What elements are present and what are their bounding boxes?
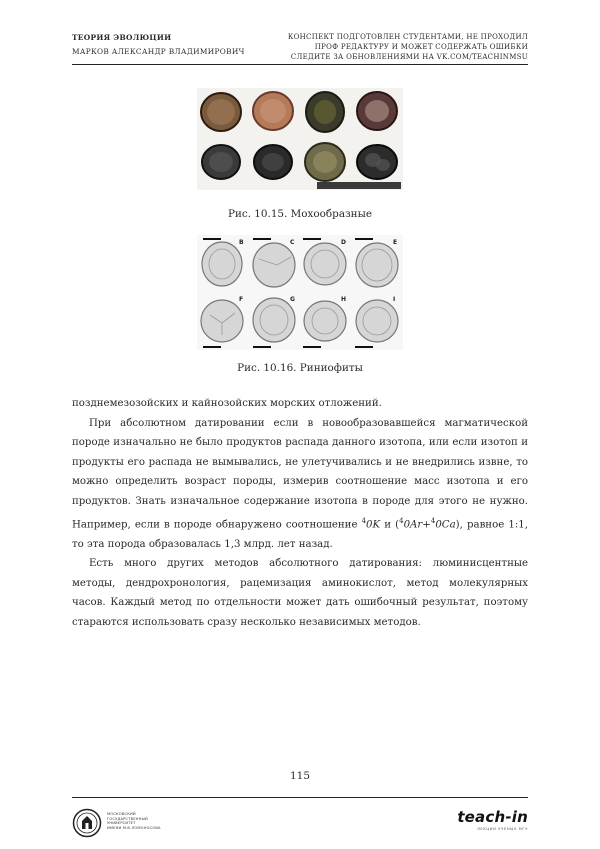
scale-bar: [203, 346, 221, 348]
msu-logo-icon: [72, 808, 102, 838]
panel-letter: I: [393, 296, 396, 303]
university-name: МОСКОВСКИЙ ГОСУДАРСТВЕННЫЙ УНИВЕРСИТЕТ ИМЕНИ М.В.ЛОМОНОСОВА: [107, 812, 161, 830]
footer-rule: [72, 797, 528, 798]
running-header-right: [288, 32, 528, 62]
paragraph-continuation: позднемезозойских и кайнозойских морских отложений.: [72, 398, 382, 409]
scale-bar: [253, 346, 271, 348]
scale-bar: [253, 238, 271, 240]
teach-in-logo: [457, 808, 528, 831]
scale-bar: [355, 238, 373, 240]
paragraph-text: При абсолютном датировании если в новообразовавшейся магматической породе изначально не было продуктов распада данного изотопа, или если изотоп и продукты его распада не вымывались, не улетучивались и не внедрились извне, то можно определить возраст породы, измерив соотношение масс изотопа и его продуктов. Знать изначальное содержание изотопа в породе для этого не нужно. Например, если в породе обнаружено соотношение: [72, 417, 528, 530]
paragraph-absolute-dating: При абсолютном датировании если в новообразовавшейся магматической породе изначально не было продуктов распада данного изотопа, или если изотоп и продукты его распада не вымывались, не улетучивались и не внедрились извне, то можно определить возраст породы, измерив соотношение масс изотопа и его продуктов. Знать изначальное содержание изотопа в породе для этого не нужно. Например, если в породе обнаружено соотношение $^4$0K и ($^4$0Ar+$^4$0Ca), равное 1:1, то эта порода образовалась 1,3 млрд. лет назад.: [72, 417, 528, 550]
figure-caption-10-15: Рис. 10.15. Мохообразные: [227, 208, 373, 220]
scale-bar: [203, 238, 221, 240]
panel-letter: B: [239, 239, 244, 246]
scale-label-box: [317, 182, 401, 189]
panel-letter: G: [290, 296, 295, 303]
header-rule: [72, 64, 528, 65]
figure-bryophyte-spores: [197, 88, 403, 190]
disclaimer-line-2: ПРОФ РЕДАКТУРУ И МОЖЕТ СОДЕРЖАТЬ ОШИБКИ: [314, 43, 528, 51]
figure-rhyniophyte-spores: [197, 235, 403, 350]
scale-bar: [303, 346, 321, 348]
disclaimer-line-3: СЛЕДИТЕ ЗА ОБНОВЛЕНИЯМИ НА VK.COM/TEACHINMSU: [290, 53, 528, 61]
panel-letter: D: [341, 239, 346, 246]
running-header-left: [72, 31, 245, 59]
course-title: ТЕОРИЯ ЭВОЛЮЦИИ: [72, 33, 172, 42]
formula-potassium: 0K: [366, 518, 381, 530]
spore-image: [201, 300, 243, 342]
panel-letter: C: [290, 239, 295, 246]
panel-letter: F: [239, 296, 244, 303]
spore-image: [304, 301, 346, 341]
panel-letter: E: [393, 239, 398, 246]
formula-argon: 0Ar: [403, 518, 423, 530]
brand-wordmark: teach-in: [457, 808, 528, 826]
paragraph-other-methods: Есть много других методов абсолютного датирования: люминисцентные методы, дендрохронология, рацемизация аминокислот, метод молекулярных часов. Каждый метод по отдельности может дать ошибочный результат, поэтому стараются использовать сразу несколько независимых методов.: [72, 558, 528, 628]
paragraph-text: ), равное 1:1, то эта порода образовалась 1,3 млрд. лет назад.: [72, 518, 528, 550]
figure-caption-10-16: Рис. 10.16. Риниофиты: [237, 362, 363, 374]
spore-image: [253, 243, 295, 287]
formula-calcium: 0Ca: [435, 518, 456, 530]
page-number: 115: [289, 770, 311, 782]
author-name: МАРКОВ АЛЕКСАНДР ВЛАДИМИРОВИЧ: [72, 47, 245, 56]
panel-letter: H: [341, 296, 347, 303]
brand-tagline: ЛЕКЦИИ УЧЕНЫХ МГУ: [477, 827, 528, 831]
disclaimer-line-1: КОНСПЕКТ ПОДГОТОВЛЕН СТУДЕНТАМИ, НЕ ПРОХОДИЛ: [287, 33, 528, 41]
body-text: [72, 394, 528, 633]
scale-bar: [303, 238, 321, 240]
spore-image: [356, 300, 398, 342]
scale-bar: [355, 346, 373, 348]
spore-image: [304, 243, 346, 285]
